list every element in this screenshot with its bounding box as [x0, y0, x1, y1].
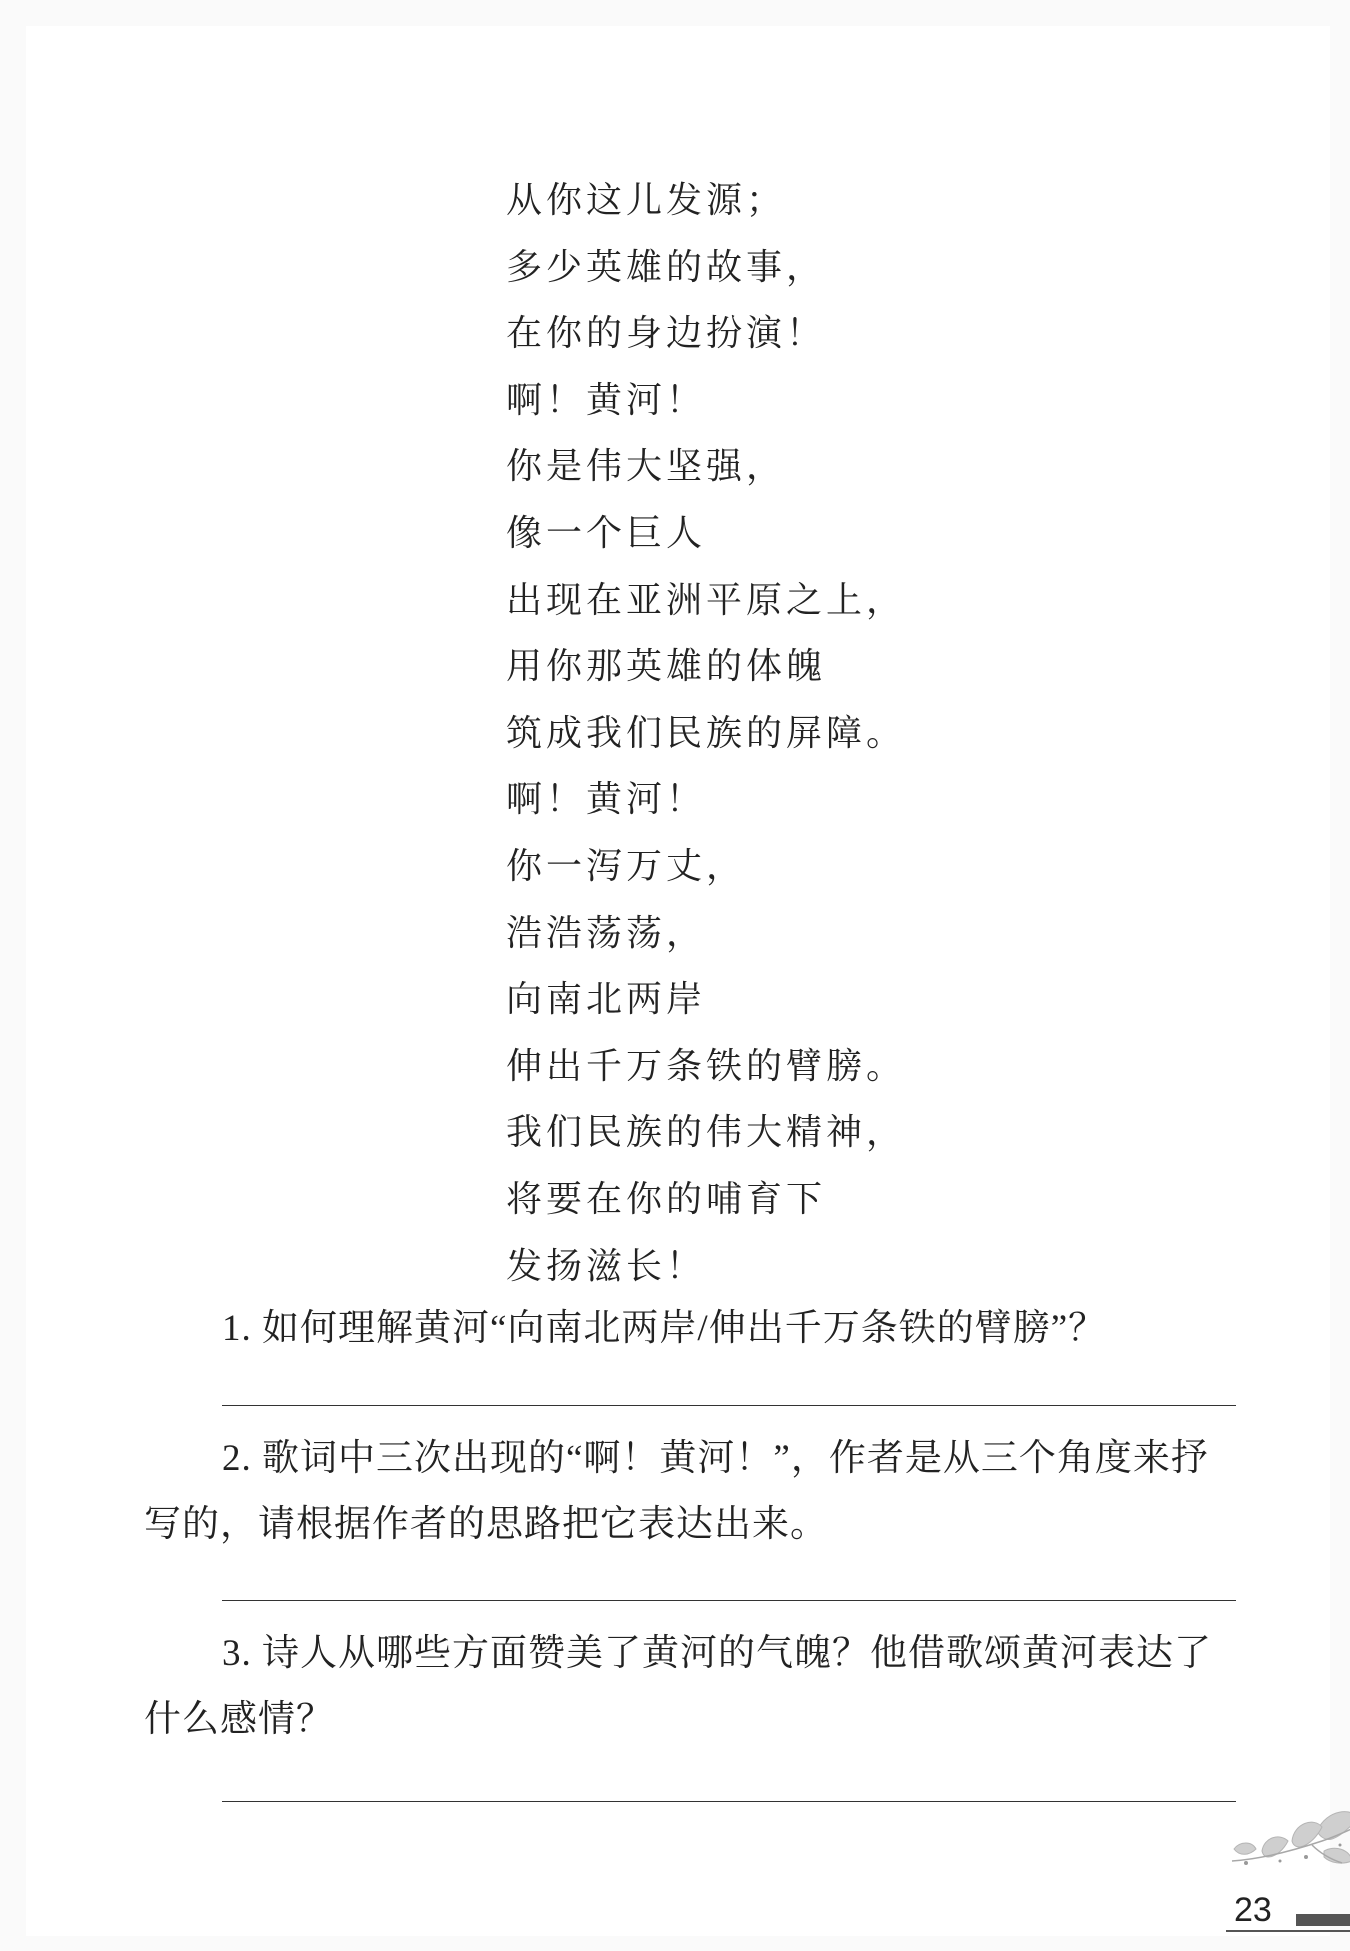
poem: [506, 168, 906, 1300]
poem-line: 我们民族的伟大精神，: [506, 1112, 907, 1154]
poem-line: 伸出千万条铁的臂膀。: [506, 1045, 907, 1087]
poem-line: 筑成我们民族的屏障。: [506, 712, 907, 754]
poem-line: 出现在亚洲平原之上，: [506, 579, 907, 621]
poem-line: 啊！黄河！: [506, 379, 707, 421]
poem-line: 用你那英雄的体魄: [506, 646, 827, 688]
poem-line: 在你的身边扮演！: [506, 313, 827, 355]
questions: [144, 1296, 1236, 1802]
poem-line: 将要在你的哺育下: [506, 1178, 827, 1220]
poem-line: 浩浩荡荡，: [506, 912, 707, 954]
poem-line: 发扬滋长！: [506, 1245, 707, 1287]
poem-line: 像一个巨人: [506, 512, 707, 554]
question-2: [144, 1426, 1236, 1601]
question-text: 3. 诗人从哪些方面赞美了黄河的气魄？他借歌颂黄河表达了什么感情？: [144, 1633, 1212, 1740]
page-number-bar: [1296, 1914, 1350, 1926]
poem-line: 从你这儿发源；: [506, 180, 787, 221]
poem-line: 你是伟大坚强，: [506, 446, 787, 488]
question-3: [144, 1621, 1236, 1802]
page-number-rule: [1226, 1930, 1350, 1932]
question-text: 2. 歌词中三次出现的“啊！黄河！”，作者是从三个角度来抒写的，请根据作者的思路把它表达出来。: [144, 1438, 1209, 1545]
poem-line: 多少英雄的故事，: [506, 246, 827, 288]
question-1: [144, 1296, 1236, 1406]
answer-line[interactable]: [222, 1600, 1236, 1601]
poem-line: 向南北两岸: [506, 979, 707, 1021]
poem-line: 啊！黄河！: [506, 779, 707, 821]
poem-line: 你一泻万丈，: [506, 845, 747, 887]
page-number: 23: [1234, 1891, 1272, 1929]
answer-line[interactable]: [222, 1405, 1236, 1406]
leaf-decoration-icon: [1222, 1801, 1350, 1881]
question-text: 1. 如何理解黄河“向南北两岸/伸出千万条铁的臂膀”？: [222, 1308, 1107, 1349]
answer-line[interactable]: [222, 1801, 1236, 1802]
page: [26, 26, 1330, 1936]
